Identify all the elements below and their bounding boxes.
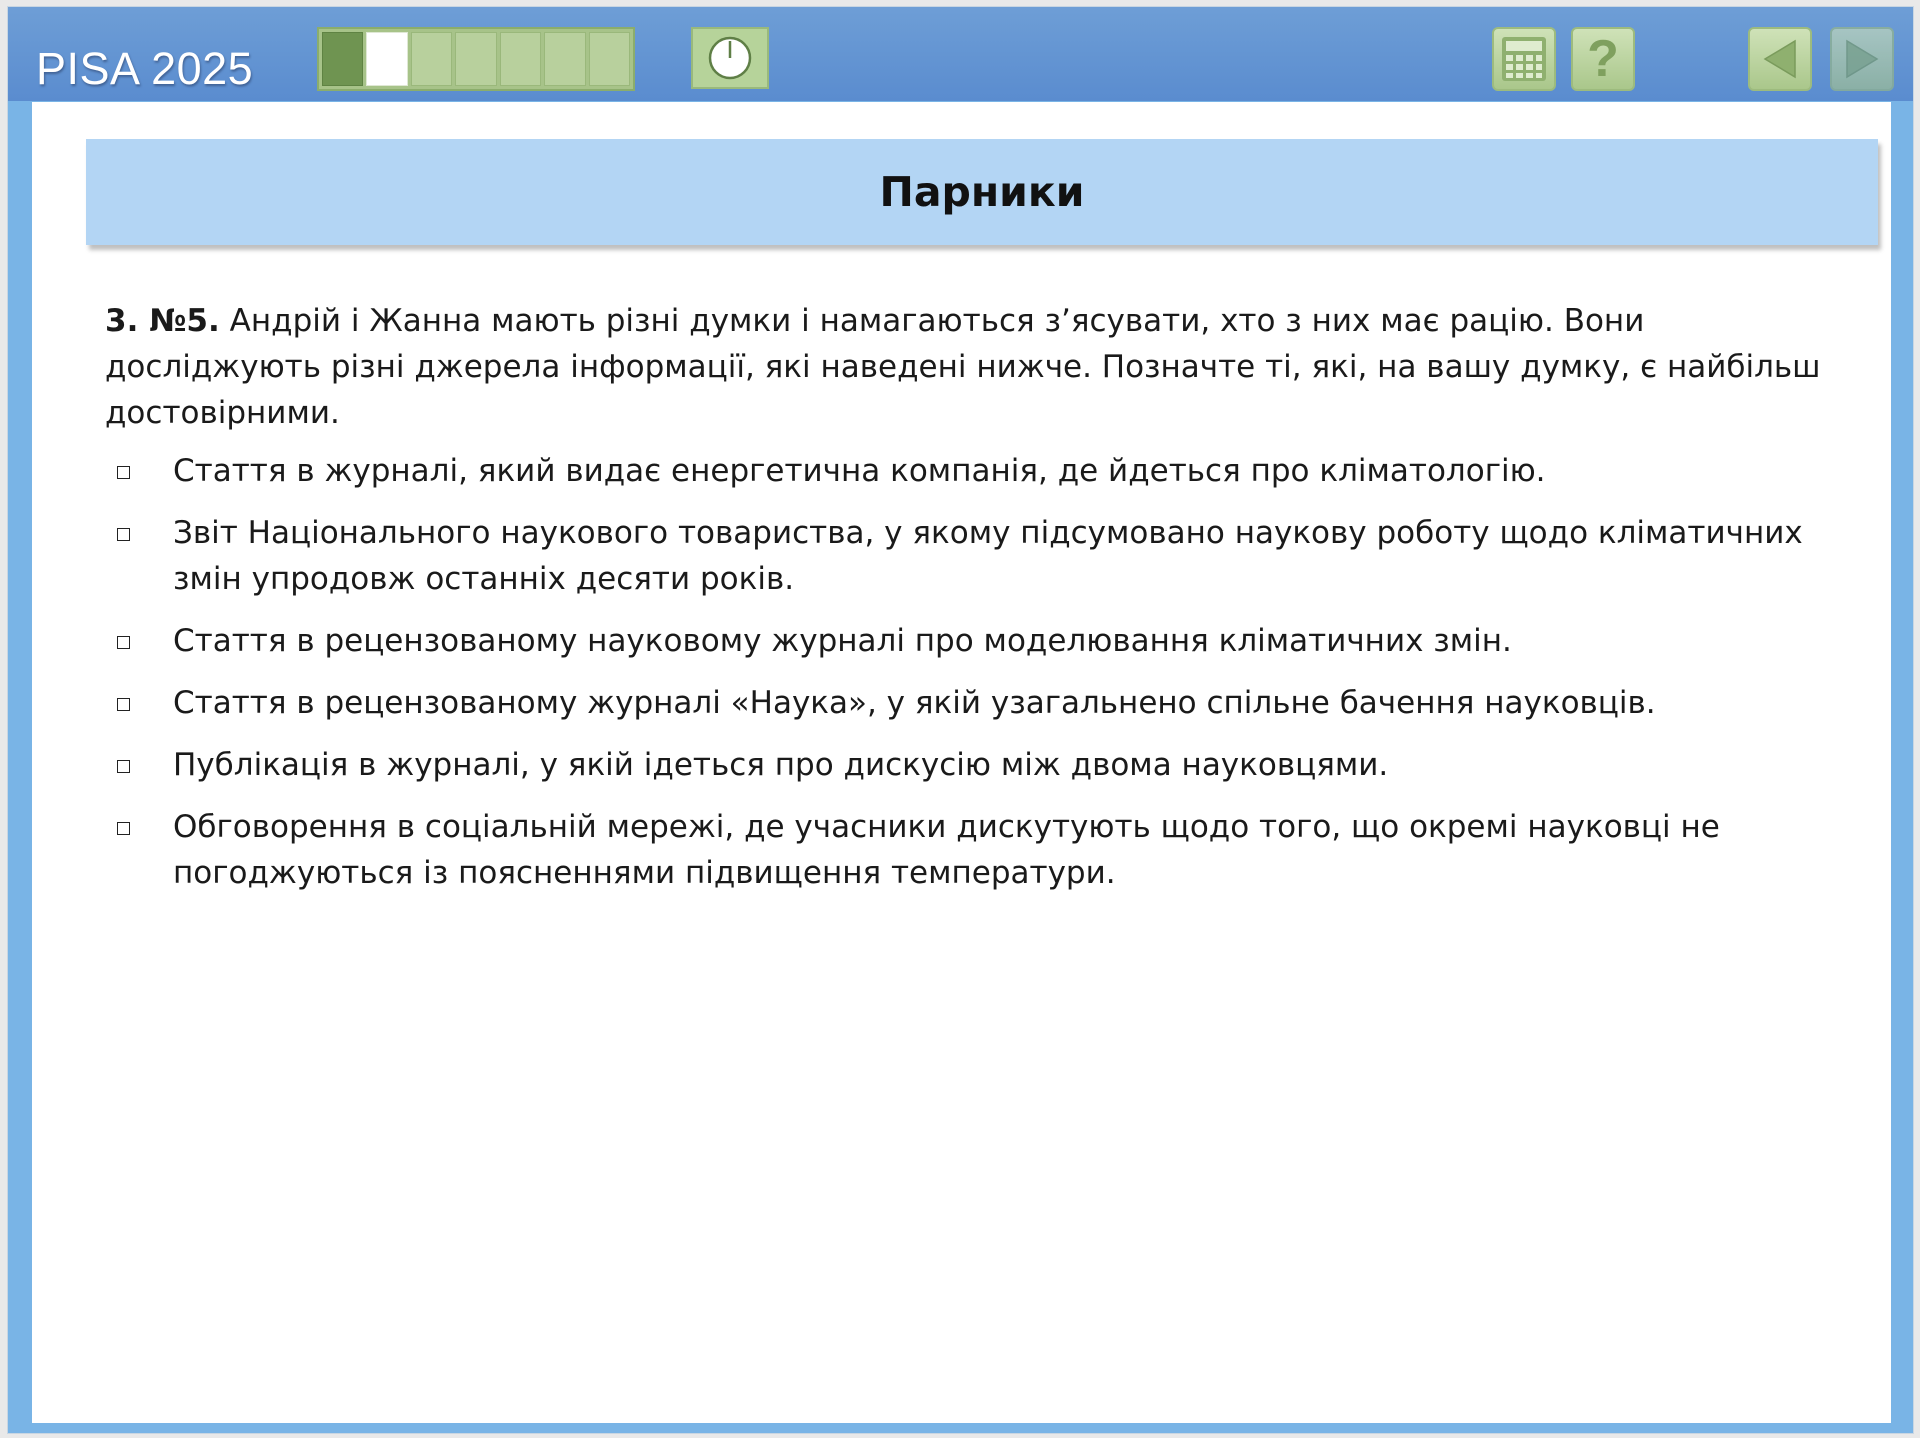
calculator-icon: [1499, 34, 1549, 84]
help-icon: ?: [1587, 30, 1619, 88]
checkbox[interactable]: [117, 822, 130, 835]
answer-option[interactable]: [105, 742, 1865, 788]
progress-step: [411, 32, 452, 86]
checkbox[interactable]: [117, 466, 130, 479]
option-label: Стаття в рецензованому журналі «Наука», у якій узагальнено спільне бачення науковців.: [173, 685, 1656, 721]
forward-button[interactable]: [1830, 27, 1894, 91]
progress-step: [500, 32, 541, 86]
app-frame: [7, 6, 1914, 1434]
progress-step: [544, 32, 585, 86]
option-label: Обговорення в соціальній мережі, де учасники дискутують щодо того, що окремі науковці не погоджуються із поясненнями підвищення температури.: [173, 809, 1720, 891]
app-title: PISA 2025: [36, 43, 254, 94]
answer-options: [105, 448, 1865, 912]
timer-button[interactable]: [691, 27, 769, 89]
progress-indicator: [317, 27, 635, 91]
checkbox[interactable]: [117, 636, 130, 649]
answer-option[interactable]: [105, 804, 1865, 896]
checkbox[interactable]: [117, 528, 130, 541]
answer-option[interactable]: [105, 510, 1865, 602]
answer-option[interactable]: [105, 618, 1865, 664]
option-label: Стаття в журналі, який видає енергетична компанія, де йдеться про кліматологію.: [173, 453, 1546, 489]
checkbox[interactable]: [117, 698, 130, 711]
calculator-button[interactable]: [1492, 27, 1556, 91]
option-label: Звіт Національного наукового товариства, у якому підсумовано наукову роботу щодо кліматичних змін упродовж останніх десяти років.: [173, 515, 1803, 597]
question-text: [105, 298, 1865, 436]
progress-step: [455, 32, 496, 86]
progress-step-current: [366, 32, 407, 86]
unit-title-band: [86, 139, 1878, 245]
unit-title: Парники: [879, 168, 1085, 216]
checkbox[interactable]: [117, 760, 130, 773]
answer-option[interactable]: [105, 680, 1865, 726]
progress-step: [322, 32, 363, 86]
help-button[interactable]: [1571, 27, 1635, 91]
answer-option[interactable]: [105, 448, 1865, 494]
option-label: Стаття в рецензованому науковому журналі про моделювання кліматичних змін.: [173, 623, 1512, 659]
progress-step: [589, 32, 630, 86]
option-label: Публікація в журналі, у якій ідеться про дискусію між двома науковцями.: [173, 747, 1389, 783]
top-toolbar: [8, 7, 1913, 101]
back-arrow-icon: [1757, 36, 1803, 82]
clock-icon: [707, 35, 753, 81]
question-body: Андрій і Жанна мають різні думки і намагаються з’ясувати, хто з них має рацію. Вони досліджують різні джерела інформації, які наведені нижче. Позначте ті, які, на вашу думку, є найбільш достовірними.: [105, 303, 1821, 431]
forward-arrow-icon: [1839, 36, 1885, 82]
content-panel: [32, 102, 1891, 1423]
question-number: 3. №5.: [105, 303, 220, 339]
back-button[interactable]: [1748, 27, 1812, 91]
